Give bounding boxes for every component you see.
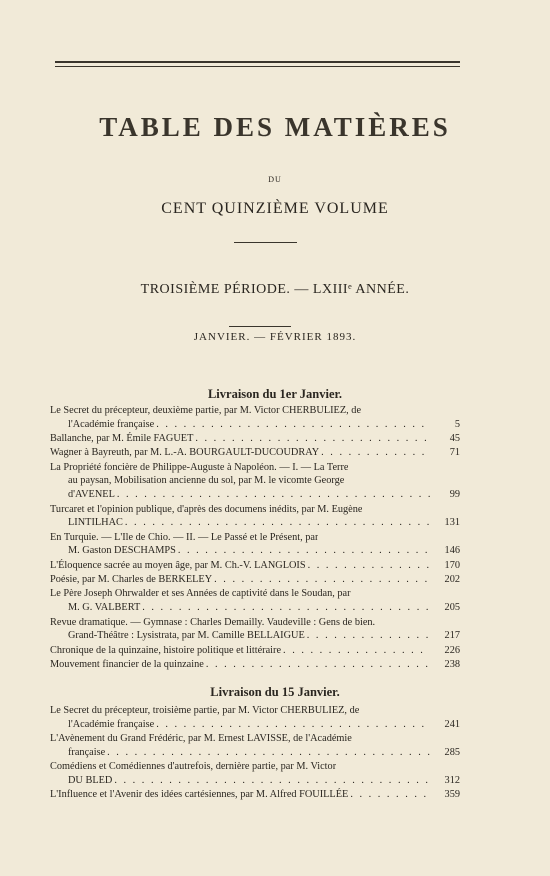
dot-leader [321, 446, 430, 460]
toc-entry-text: Turcaret et l'opinion publique, d'après des documens inédits, par M. Eugène [50, 503, 363, 515]
divider-rule-2 [229, 326, 291, 327]
title-connector: DU [268, 175, 282, 184]
toc-entry-line [50, 474, 460, 488]
toc-entry-text: l'Académie française [68, 718, 155, 730]
toc-entry [50, 760, 460, 788]
toc-entry-text: L'Influence et l'Avenir des idées cartésiennes, par M. Alfred FOUILLÉE [50, 789, 349, 801]
dot-leader [156, 718, 430, 732]
toc-page-number: 5 [454, 418, 460, 430]
toc-entry-line [50, 732, 460, 746]
toc-entry-text: Chronique de la quinzaine, histoire politique et littéraire [50, 644, 282, 656]
toc-page-number: 99 [449, 489, 460, 501]
toc-entry [50, 587, 460, 615]
divider-rule [234, 242, 297, 243]
toc-entry-text: française [68, 746, 106, 758]
toc-entry-text: Ballanche, par M. Émile FAGUET [50, 433, 194, 445]
toc-entry-text: M. G. VALBERT [68, 602, 141, 614]
toc-entry-text: Grand-Théâtre : Lysistrata, par M. Camille BELLAIGUE [68, 630, 305, 642]
toc-entry-line [50, 587, 460, 601]
toc-entry-line [50, 788, 460, 802]
section-title-2: Livraison du 15 Janvier. [210, 685, 340, 699]
dot-leader [350, 788, 430, 802]
dot-leader [114, 774, 430, 788]
toc-page-number: 217 [444, 630, 460, 642]
section-title-1: Livraison du 1er Janvier. [207, 387, 343, 401]
toc-page-number: 71 [449, 447, 460, 459]
toc-page-number: 146 [444, 545, 460, 557]
dot-leader [178, 544, 430, 558]
toc-entry-line [50, 704, 460, 718]
toc-entry-line [50, 658, 460, 672]
toc-entry-text: La Propriété foncière de Philippe-Auguste à Napoléon. — I. — La Terre [50, 461, 349, 473]
toc-entry-line [50, 418, 460, 432]
toc-page-number: 226 [444, 644, 460, 656]
toc-entry-line [50, 488, 460, 502]
dot-leader [107, 746, 430, 760]
toc-entry-line [50, 516, 460, 530]
toc-entry-text: Le Secret du précepteur, troisième partie, par M. Victor CHERBULIEZ, de [50, 705, 360, 716]
dot-leader [195, 432, 430, 446]
toc-entry-line [50, 404, 460, 418]
toc-entry-line [50, 573, 460, 587]
toc-entry-text: Le Secret du précepteur, deuxième partie, par M. Victor CHERBULIEZ, de [50, 405, 362, 416]
toc-page-number: 131 [444, 517, 460, 529]
dot-leader [214, 573, 430, 587]
toc-entry-text: Poésie, par M. Charles de BERKELEY [50, 574, 213, 586]
toc-entry [50, 531, 460, 559]
toc-entry-text: DU BLED [68, 774, 113, 786]
toc-entry-text: l'Académie française [68, 418, 155, 430]
toc-entry-line [50, 644, 460, 658]
toc-entry-text: Comédiens et Comédiennes d'autrefois, dernière partie, par M. Victor [50, 761, 337, 773]
dot-leader [142, 601, 430, 615]
toc-entry-text: Revue dramatique. — Gymnase : Charles Demailly. Vaudeville : Gens de bien. [50, 616, 376, 628]
toc-entry-line [50, 559, 460, 573]
toc-entry-line [50, 432, 460, 446]
toc-entry [50, 559, 460, 573]
toc-entry-line [50, 446, 460, 460]
top-double-rule [55, 61, 460, 67]
toc-entry-text: L'Avènement du Grand Frédéric, par M. Ernest LAVISSE, de l'Académie [50, 733, 352, 745]
toc-entry [50, 704, 460, 732]
toc-entry [50, 461, 460, 502]
toc-entry-line [50, 746, 460, 760]
period-heading: TROISIÈME PÉRIODE. — LXIIIᵉ ANNÉE. [140, 282, 410, 297]
toc-entry-text: LINTILHAC [68, 517, 123, 529]
toc-entry-text: M. Gaston DESCHAMPS [68, 545, 176, 557]
toc-entry-text: Mouvement financier de la quinzaine [50, 658, 204, 670]
dot-leader [117, 488, 430, 502]
toc-entry-line [50, 718, 460, 732]
dot-leader [125, 516, 430, 530]
toc-page-number: 359 [444, 789, 460, 801]
toc-entry-text: L'Éloquence sacrée au moyen âge, par M. Ch.-V. LANGLOIS [50, 559, 306, 571]
toc-entry [50, 432, 460, 446]
toc-page-number: 202 [444, 574, 460, 586]
toc-entry [50, 788, 460, 802]
toc-page-number: 205 [444, 602, 460, 614]
toc-entry [50, 446, 460, 460]
toc-entry-line [50, 503, 460, 517]
toc-page-number: 170 [444, 559, 460, 571]
toc-entry-line [50, 616, 460, 630]
toc-page-number: 241 [444, 718, 460, 730]
toc-entry-text: d'AVENEL [68, 489, 115, 501]
toc-entry-text: Wagner à Bayreuth, par M. L.-A. BOURGAULT-DUCOUDRAY [50, 447, 320, 459]
toc-entry-line [50, 760, 460, 774]
toc-entry [50, 732, 460, 760]
toc-entry-line [50, 774, 460, 788]
toc-entry-text: En Turquie. — L'Ile de Chio. — II. — Le Passé et le Présent, par [50, 531, 319, 543]
toc-entry-text: Le Père Joseph Ohrwalder et ses Années de captivité dans le Soudan, par [50, 588, 351, 600]
toc-entry [50, 616, 460, 644]
toc-entry-line [50, 601, 460, 615]
volume-subtitle: CENT QUINZIÈME VOLUME [161, 200, 389, 217]
toc-entry [50, 573, 460, 587]
toc-page-number: 285 [444, 746, 460, 758]
toc-entry [50, 404, 460, 432]
toc-entry-line [50, 461, 460, 475]
dot-leader [206, 658, 430, 672]
toc-page-number: 45 [449, 433, 460, 445]
toc-entry-text: au paysan, Mobilisation ancienne du sol, par M. le vicomte George [68, 475, 345, 487]
toc-entry-line [50, 544, 460, 558]
toc-entry-line [50, 531, 460, 545]
dot-leader [156, 418, 430, 432]
toc-page-number: 312 [444, 774, 460, 786]
toc-entry [50, 644, 460, 658]
toc-page-number: 238 [444, 658, 460, 670]
dot-leader [308, 559, 430, 573]
dot-leader [283, 644, 430, 658]
page-title: TABLE DES MATIÈRES [99, 112, 451, 142]
toc-entry-line [50, 629, 460, 643]
toc-entry [50, 503, 460, 531]
toc-entry [50, 658, 460, 672]
date-range: JANVIER. — FÉVRIER 1893. [193, 331, 357, 343]
dot-leader [307, 629, 430, 643]
